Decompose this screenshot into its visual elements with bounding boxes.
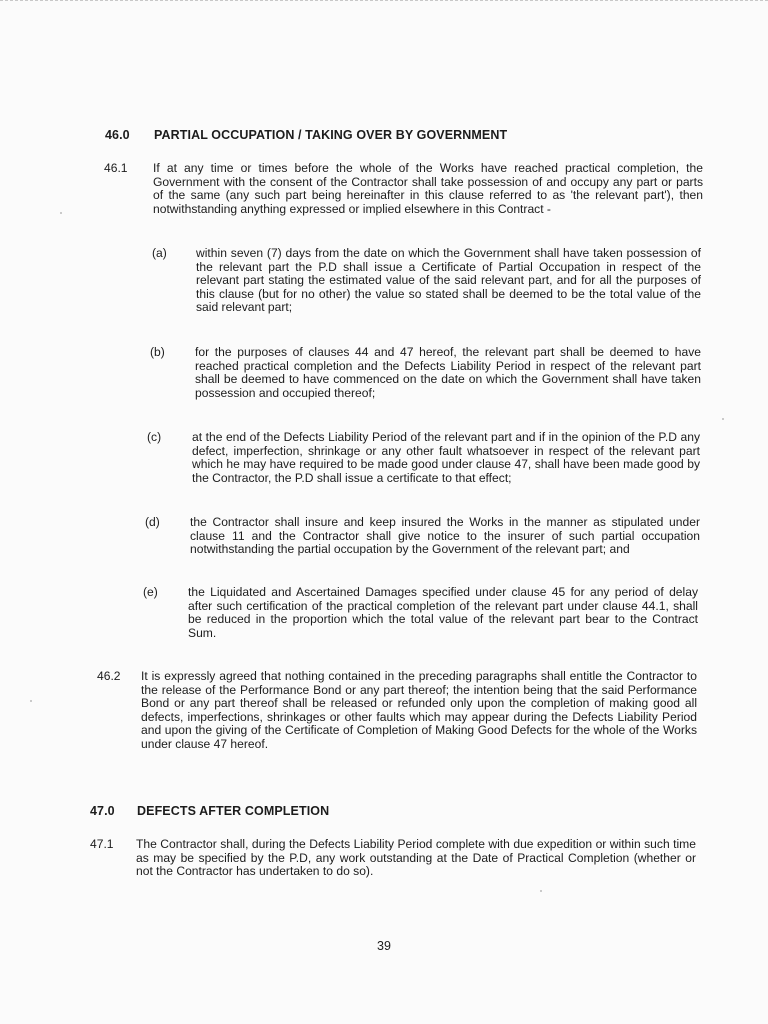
section-title: PARTIAL OCCUPATION / TAKING OVER BY GOVERNMENT: [154, 128, 508, 142]
section-number: 46.0: [105, 128, 130, 142]
clause-46-1: [0, 162, 768, 218]
clause-number: 46.2: [97, 669, 121, 683]
sub-clause-e: [0, 586, 768, 642]
scan-edge: [0, 0, 768, 4]
scan-speck: [540, 890, 542, 892]
sub-clause-a: [0, 247, 768, 317]
clause-number: 47.1: [90, 837, 114, 851]
scan-speck: [60, 212, 62, 214]
clause-46-2: [0, 670, 768, 756]
clause-text: It is expressly agreed that nothing contained in the preceding paragraphs shall entitle the Contractor to the release of the Performance Bond or any part thereof; the intention being that the said Performance Bond or any part thereof shall be released or refunded only upon the completion of making good all defects, imperfections, shrinkages or other faults which may appear during the Defects Liability Period and upon the giving of the Certificate of Completion of Making Good Defects for the whole of the Works under clause 47 hereof.: [141, 669, 697, 751]
clause-text: The Contractor shall, during the Defects Liability Period complete with due expedition or within such time as may be specified by the P.D, any work outstanding at the Date of Practical Completion (whether or not the Contractor has undertaken to do so).: [136, 837, 696, 879]
sub-clause-label: (b): [150, 345, 165, 359]
clause-text: If at any time or times before the whole of the Works have reached practical completion, the Government with the consent of the Contractor shall take possession of and occupy any part or parts of the same (any such part being hereinafter in this clause referred to as 'the relevant part'), then notwithstanding anything expressed or implied elsewhere in this Contract -: [153, 161, 703, 216]
section-number: 47.0: [90, 804, 115, 818]
sub-clause-d: [0, 516, 768, 560]
page-number: 39: [377, 939, 391, 953]
sub-clause-label: (c): [147, 430, 162, 444]
section-title: DEFECTS AFTER COMPLETION: [137, 804, 330, 818]
sub-clause-b: [0, 346, 768, 402]
clause-47-1: [0, 838, 768, 882]
sub-clause-text: for the purposes of clauses 44 and 47 hereof, the relevant part shall be deemed to have reached practical completion and the Defects Liability Period in respect of the relevant part shall be deemed to have commenced on the date on which the Government shall have taken possession and occupied thereof;: [195, 345, 701, 400]
scan-speck: [722, 418, 724, 420]
sub-clause-text: within seven (7) days from the date on which the Government shall have taken possession of the relevant part the P.D shall issue a Certificate of Partial Occupation in respect of the relevant part stating the estimated value of the said relevant part, and for all the purposes of this clause (but for no other) the value so stated shall be deemed to be the total value of the said relevant part;: [196, 246, 701, 315]
scan-speck: [30, 700, 32, 702]
clause-number: 46.1: [104, 161, 128, 175]
sub-clause-c: [0, 431, 768, 487]
sub-clause-text: at the end of the Defects Liability Period of the relevant part and if in the opinion of the P.D any defect, imperfection, shrinkage or any other fault whatsoever in respect of the relevant part which he may have required to be made good under clause 47, shall have been made good by the Contractor, the P.D shall issue a certificate to that effect;: [192, 430, 700, 485]
section-47-heading: [90, 804, 390, 820]
section-46-heading: [105, 128, 525, 144]
sub-clause-label: (e): [143, 585, 158, 599]
sub-clause-text: the Contractor shall insure and keep insured the Works in the manner as stipulated under clause 11 and the Contractor shall give notice to the insurer of such partial occupation notwithstanding the partial occupation by the Government of the relevant part; and: [190, 515, 700, 557]
sub-clause-text: the Liquidated and Ascertained Damages specified under clause 45 for any period of delay after such certification of the practical completion of the relevant part under clause 44.1, shall be reduced in the proportion which the total value of the relevant part bear to the Contract Sum.: [188, 585, 698, 640]
sub-clause-label: (d): [145, 515, 160, 529]
sub-clause-label: (a): [152, 246, 167, 260]
